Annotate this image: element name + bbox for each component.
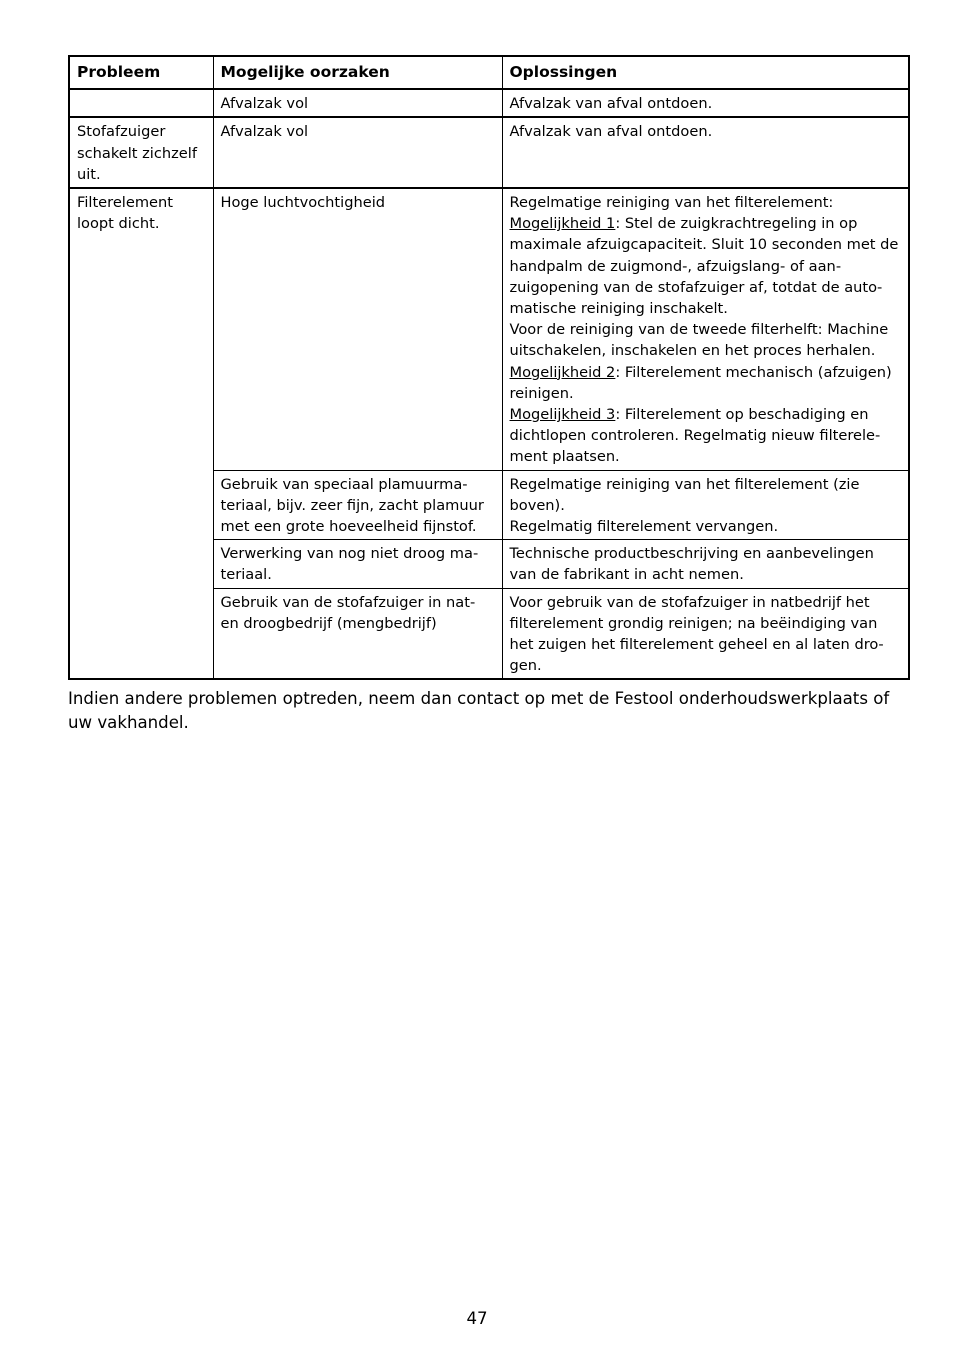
cause-cell: Gebruik van de stofafzuiger in nat- en droogbedrijf (mengbedrijf) xyxy=(213,588,502,679)
troubleshooting-table xyxy=(68,55,910,680)
cause-cell: Hoge luchtvochtigheid xyxy=(213,188,502,470)
problem-cell xyxy=(69,89,213,117)
problem-cell: Stofafzuiger schakelt zichzelf uit. xyxy=(69,117,213,188)
solution-cell: Afvalzak van afval ontdoen. xyxy=(502,89,909,117)
cause-cell: Afvalzak vol xyxy=(213,89,502,117)
second-half-note: Voor de reiniging van de tweede filterhelft: Machine uitschakelen, inschakelen en het proces herhalen. xyxy=(509,321,889,360)
footer-text: Indien andere problemen optreden, neem dan contact op met de Festool onderhoudswerkplaats of uw vakhandel. xyxy=(68,689,890,732)
solution-cell xyxy=(502,188,909,470)
header-mogelijke-oorzaken: Mogelijke oorzaken xyxy=(213,56,502,89)
solution-cell: Voor gebruik van de stofafzuiger in natbedrijf het filterelement grondig reinigen; na beëindiging van het zuigen het filterelement geheel en al laten drogen. xyxy=(502,588,909,679)
cause-cell: Afvalzak vol xyxy=(213,117,502,188)
header-row xyxy=(69,56,909,89)
solution-cell: Afvalzak van afval ontdoen. xyxy=(502,117,909,188)
header-probleem: Probleem xyxy=(69,56,213,89)
table-row xyxy=(69,117,909,188)
solution-line: Regelmatige reiniging van het filterelement (zie boven). xyxy=(509,475,860,514)
problem-cell: Filterelement loopt dicht. xyxy=(69,188,213,679)
cause-cell: Gebruik van speciaal plamuurmateriaal, bijv. zeer fijn, zacht plamuur met een grote hoeveelheid fijnstof. xyxy=(213,470,502,540)
table-row xyxy=(69,188,909,470)
solution-intro: Regelmatige reiniging van het filterelement: xyxy=(509,194,834,212)
cause-cell: Verwerking van nog niet droog materiaal. xyxy=(213,540,502,588)
solution-cell: Technische productbeschrijving en aanbevelingen van de fabrikant in acht nemen. xyxy=(502,540,909,588)
table-body xyxy=(69,89,909,679)
page-number: 47 xyxy=(466,1309,488,1328)
option-3-text: : Filterelement op beschadiging en dichtlopen controleren. Regelmatig nieuw filterelement plaatsen. xyxy=(509,406,881,466)
option-2 xyxy=(510,362,903,404)
option-1 xyxy=(510,213,903,319)
option-1-label: Mogelijkheid 1 xyxy=(509,215,616,233)
option-1-text: : Stel de zuigkrachtregeling in op maximale afzuigcapaciteit. Sluit 10 seconden met de handpalm de zuigmond-, afzuigslang- of aanzuigopening van de stofafzuiger af, totdat de automatische reiniging inschakelt. xyxy=(509,215,899,318)
option-2-label: Mogelijkheid 2 xyxy=(509,363,616,381)
header-oplossingen: Oplossingen xyxy=(502,56,909,89)
option-3-label: Mogelijkheid 3 xyxy=(509,406,616,424)
option-2-text: : Filterelement mechanisch (afzuigen) reinigen. xyxy=(509,363,892,402)
option-3 xyxy=(510,404,903,468)
troubleshooting-section xyxy=(68,55,908,680)
solution-cell xyxy=(502,470,909,540)
table-row xyxy=(69,89,909,117)
solution-line: Regelmatig filterelement vervangen. xyxy=(509,518,779,536)
table-header xyxy=(69,56,909,89)
